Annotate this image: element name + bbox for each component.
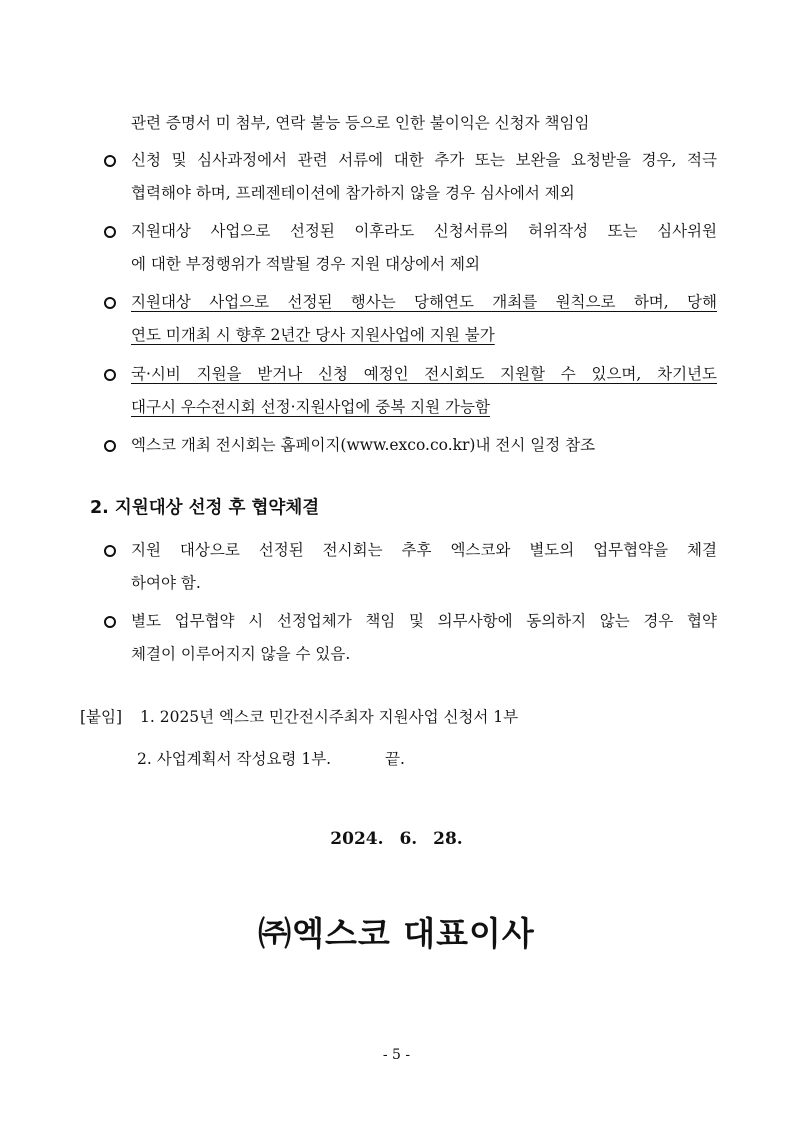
section2-item-2-line2: 체결이 이루어지지 않을 수 있음. (131, 645, 351, 663)
circle-bullet-icon (104, 369, 116, 381)
company-signature: ㈜엑스코 대표이사 (258, 914, 535, 953)
attachment-label: [붙임] (80, 708, 123, 726)
document-date: 2024. 6. 28. (330, 829, 463, 849)
attachment-item-2: 2. 사업계획서 작성요령 1부. (137, 750, 332, 768)
circle-bullet-icon (104, 545, 116, 557)
bullet-item-2-line1: 지원대상 사업으로 선정된 이후라도 신청서류의 허위작성 또는 심사위원 (131, 222, 717, 240)
end-mark: 끝. (385, 750, 405, 768)
section2-item-1-line2: 하여야 함. (131, 574, 201, 592)
circle-bullet-icon (104, 297, 116, 309)
section2-item-1-line1: 지원 대상으로 선정된 전시회는 추후 엑스코와 별도의 업무협약을 체결 (131, 541, 717, 559)
circle-bullet-icon (104, 226, 116, 238)
bullet-item-5-line1: 엑스코 개최 전시회는 홈페이지(www.exco.co.kr)내 전시 일정 참조 (131, 436, 596, 454)
circle-bullet-icon (104, 616, 116, 628)
bullet-item-4-line1: 국·시비 지원을 받거나 신청 예정인 전시회도 지원할 수 있으며, 차기년도 (131, 365, 717, 383)
bullet-item-3-line1: 지원대상 사업으로 선정된 행사는 당해연도 개최를 원칙으로 하며, 당해 (131, 293, 717, 311)
circle-bullet-icon (104, 155, 116, 167)
bullet-item-2-line2: 에 대한 부정행위가 적발될 경우 지원 대상에서 제외 (131, 255, 480, 273)
circle-bullet-icon (104, 440, 116, 452)
attachment-item-1: 1. 2025년 엑스코 민간전시주최자 지원사업 신청서 1부 (140, 708, 519, 726)
bullet-item-1-line2: 협력해야 하며, 프레젠테이션에 참가하지 않을 경우 심사에서 제외 (131, 184, 575, 202)
bullet-item-3-line2: 연도 미개최 시 향후 2년간 당사 지원사업에 지원 불가 (131, 326, 495, 344)
continuation-text: 관련 증명서 미 첨부, 연락 불능 등으로 인한 불이익은 신청자 책임임 (131, 114, 590, 132)
bullet-item-1-line1: 신청 및 심사과정에서 관련 서류에 대한 추가 또는 보완을 요청받을 경우, 적극 (131, 151, 717, 169)
page-number: - 5 - (382, 1047, 411, 1063)
bullet-item-4-line2: 대구시 우수전시회 선정·지원사업에 중복 지원 가능함 (131, 398, 490, 416)
section-heading: 2. 지원대상 선정 후 협약체결 (90, 498, 320, 518)
section2-item-2-line1: 별도 업무협약 시 선정업체가 책임 및 의무사항에 동의하지 않는 경우 협약 (131, 612, 717, 630)
